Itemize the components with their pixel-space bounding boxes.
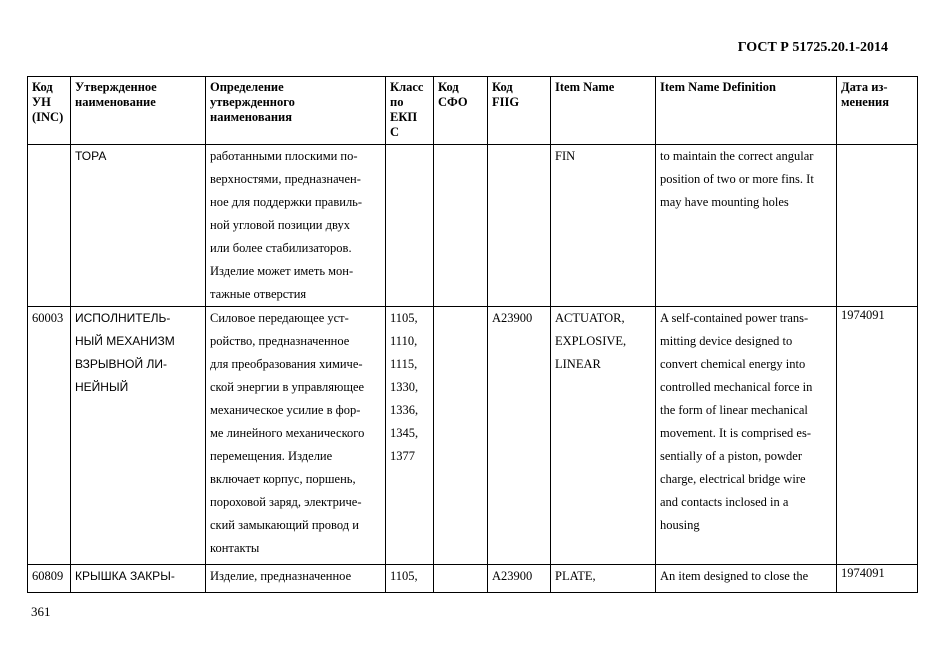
cell-item-name-definition bbox=[656, 307, 837, 565]
cell-definition bbox=[206, 307, 386, 565]
header-line: УН bbox=[32, 95, 51, 109]
cell-line: Силовое передающее уст- bbox=[210, 311, 349, 325]
header-line: (INC) bbox=[32, 110, 64, 124]
cell-item-name-definition bbox=[656, 145, 837, 307]
header-line: Определение bbox=[210, 80, 284, 94]
cell-line: 60003 bbox=[32, 311, 64, 325]
header-line: Код bbox=[492, 80, 513, 94]
cell-line: A self-contained power trans- bbox=[660, 311, 809, 325]
cell-approved-name bbox=[71, 145, 206, 307]
cell-line: LINEAR bbox=[555, 357, 601, 371]
cell-line: механическое усилие в фор- bbox=[210, 403, 361, 417]
cell-definition bbox=[206, 565, 386, 593]
cell-line: may have mounting holes bbox=[660, 195, 789, 209]
cell-line: ИСПОЛНИТЕЛЬ- bbox=[75, 311, 171, 325]
col-header-fiig bbox=[488, 77, 551, 145]
cell-change-date bbox=[837, 145, 918, 307]
cell-approved-name bbox=[71, 307, 206, 565]
cell-line: ройство, предназначенное bbox=[210, 334, 350, 348]
cell-line: the form of linear mechanical bbox=[660, 403, 808, 417]
header-line: Item Name Definition bbox=[660, 80, 776, 94]
cell-line: ской энергии в управляющее bbox=[210, 380, 365, 394]
catalog-table bbox=[27, 76, 918, 593]
cell-line: A23900 bbox=[492, 311, 533, 325]
cell-line: housing bbox=[660, 518, 700, 532]
table-row bbox=[28, 307, 918, 565]
cell-item-name bbox=[551, 307, 656, 565]
header-line: Класс bbox=[390, 80, 424, 94]
header-line: СФО bbox=[438, 95, 468, 109]
cell-line: контакты bbox=[210, 541, 260, 555]
header-line: ЕКП bbox=[390, 110, 418, 124]
cell-line: mitting device designed to bbox=[660, 334, 793, 348]
cell-line: Изделие, предназначенное bbox=[210, 569, 352, 583]
cell-fiig bbox=[488, 145, 551, 307]
cell-fiig bbox=[488, 565, 551, 593]
cell-line: 1974091 bbox=[841, 308, 885, 322]
cell-line: A23900 bbox=[492, 569, 533, 583]
document-code: ГОСТ Р 51725.20.1-2014 bbox=[737, 40, 888, 55]
cell-line: PLATE, bbox=[555, 569, 596, 583]
cell-definition bbox=[206, 145, 386, 307]
table-row bbox=[28, 145, 918, 307]
cell-line: 1105, bbox=[390, 311, 418, 325]
cell-approved-name bbox=[71, 565, 206, 593]
header-line: менения bbox=[841, 95, 889, 109]
cell-fiig bbox=[488, 307, 551, 565]
cell-change-date bbox=[837, 307, 918, 565]
cell-sfo bbox=[434, 565, 488, 593]
col-header-item-name-definition bbox=[656, 77, 837, 145]
cell-line: ACTUATOR, bbox=[555, 311, 625, 325]
col-header-change-date bbox=[837, 77, 918, 145]
cell-inc bbox=[28, 565, 71, 593]
cell-line: FIN bbox=[555, 149, 576, 163]
header-line: наименования bbox=[210, 110, 293, 124]
cell-item-name bbox=[551, 145, 656, 307]
cell-line: ной угловой позиции двух bbox=[210, 218, 350, 232]
cell-item-name-definition bbox=[656, 565, 837, 593]
cell-line: sentially of a piston, powder bbox=[660, 449, 802, 463]
cell-line: ВЗРЫВНОЙ ЛИ- bbox=[75, 357, 167, 371]
cell-line: charge, electrical bridge wire bbox=[660, 472, 806, 486]
cell-line: 1345, bbox=[390, 426, 419, 440]
cell-line: перемещения. Изделие bbox=[210, 449, 333, 463]
cell-inc bbox=[28, 145, 71, 307]
header-line: Код bbox=[32, 80, 53, 94]
header-line: наименование bbox=[75, 95, 156, 109]
cell-sfo bbox=[434, 145, 488, 307]
col-header-approved-name bbox=[71, 77, 206, 145]
header-line: Код bbox=[438, 80, 459, 94]
cell-class bbox=[386, 145, 434, 307]
cell-line: ТОРА bbox=[75, 149, 107, 163]
cell-line: EXPLOSIVE, bbox=[555, 334, 627, 348]
col-header-item-name bbox=[551, 77, 656, 145]
col-header-class bbox=[386, 77, 434, 145]
cell-line: тажные отверстия bbox=[210, 287, 307, 301]
cell-line: movement. It is comprised es- bbox=[660, 426, 812, 440]
cell-line: 1330, bbox=[390, 380, 419, 394]
cell-inc bbox=[28, 307, 71, 565]
cell-line: пороховой заряд, электриче- bbox=[210, 495, 362, 509]
cell-line: 1110, bbox=[390, 334, 418, 348]
cell-line: An item designed to close the bbox=[660, 569, 809, 583]
cell-line: или более стабилизаторов. bbox=[210, 241, 352, 255]
cell-line: верхностями, предназначен- bbox=[210, 172, 361, 186]
cell-line: включает корпус, поршень, bbox=[210, 472, 356, 486]
cell-line: 1336, bbox=[390, 403, 419, 417]
cell-line: 60809 bbox=[32, 569, 64, 583]
cell-line: НЕЙНЫЙ bbox=[75, 380, 129, 394]
cell-line: 1974091 bbox=[841, 566, 885, 580]
cell-line: 1377 bbox=[390, 449, 415, 463]
cell-line: convert chemical energy into bbox=[660, 357, 806, 371]
col-header-inc bbox=[28, 77, 71, 145]
cell-line: 1115, bbox=[390, 357, 418, 371]
header-line: по bbox=[390, 95, 404, 109]
cell-line: НЫЙ МЕХАНИЗМ bbox=[75, 334, 175, 348]
page-number: 361 bbox=[31, 604, 51, 619]
cell-line: to maintain the correct angular bbox=[660, 149, 814, 163]
header-line: Утвержденное bbox=[75, 80, 157, 94]
header-line: С bbox=[390, 125, 400, 139]
header-line: FIIG bbox=[492, 95, 520, 109]
cell-line: controlled mechanical force in bbox=[660, 380, 813, 394]
cell-line: position of two or more fins. It bbox=[660, 172, 814, 186]
cell-line: and contacts inclosed in a bbox=[660, 495, 789, 509]
cell-line: ное для поддержки правиль- bbox=[210, 195, 363, 209]
col-header-definition bbox=[206, 77, 386, 145]
header-line: Дата из- bbox=[841, 80, 888, 94]
cell-item-name bbox=[551, 565, 656, 593]
cell-class bbox=[386, 307, 434, 565]
cell-line: КРЫШКА ЗАКРЫ- bbox=[75, 569, 175, 583]
table-row bbox=[28, 565, 918, 593]
cell-line: 1105, bbox=[390, 569, 418, 583]
cell-line: работанными плоскими по- bbox=[210, 149, 358, 163]
cell-line: ский замыкающий провод и bbox=[210, 518, 359, 532]
cell-line: для преобразования химиче- bbox=[210, 357, 363, 371]
cell-line: Изделие может иметь мон- bbox=[210, 264, 354, 278]
header-row bbox=[28, 77, 918, 145]
header-line: Item Name bbox=[555, 80, 615, 94]
col-header-sfo bbox=[434, 77, 488, 145]
header-line: утвержденного bbox=[210, 95, 295, 109]
cell-class bbox=[386, 565, 434, 593]
cell-line: ме линейного механического bbox=[210, 426, 365, 440]
cell-change-date bbox=[837, 565, 918, 593]
cell-sfo bbox=[434, 307, 488, 565]
